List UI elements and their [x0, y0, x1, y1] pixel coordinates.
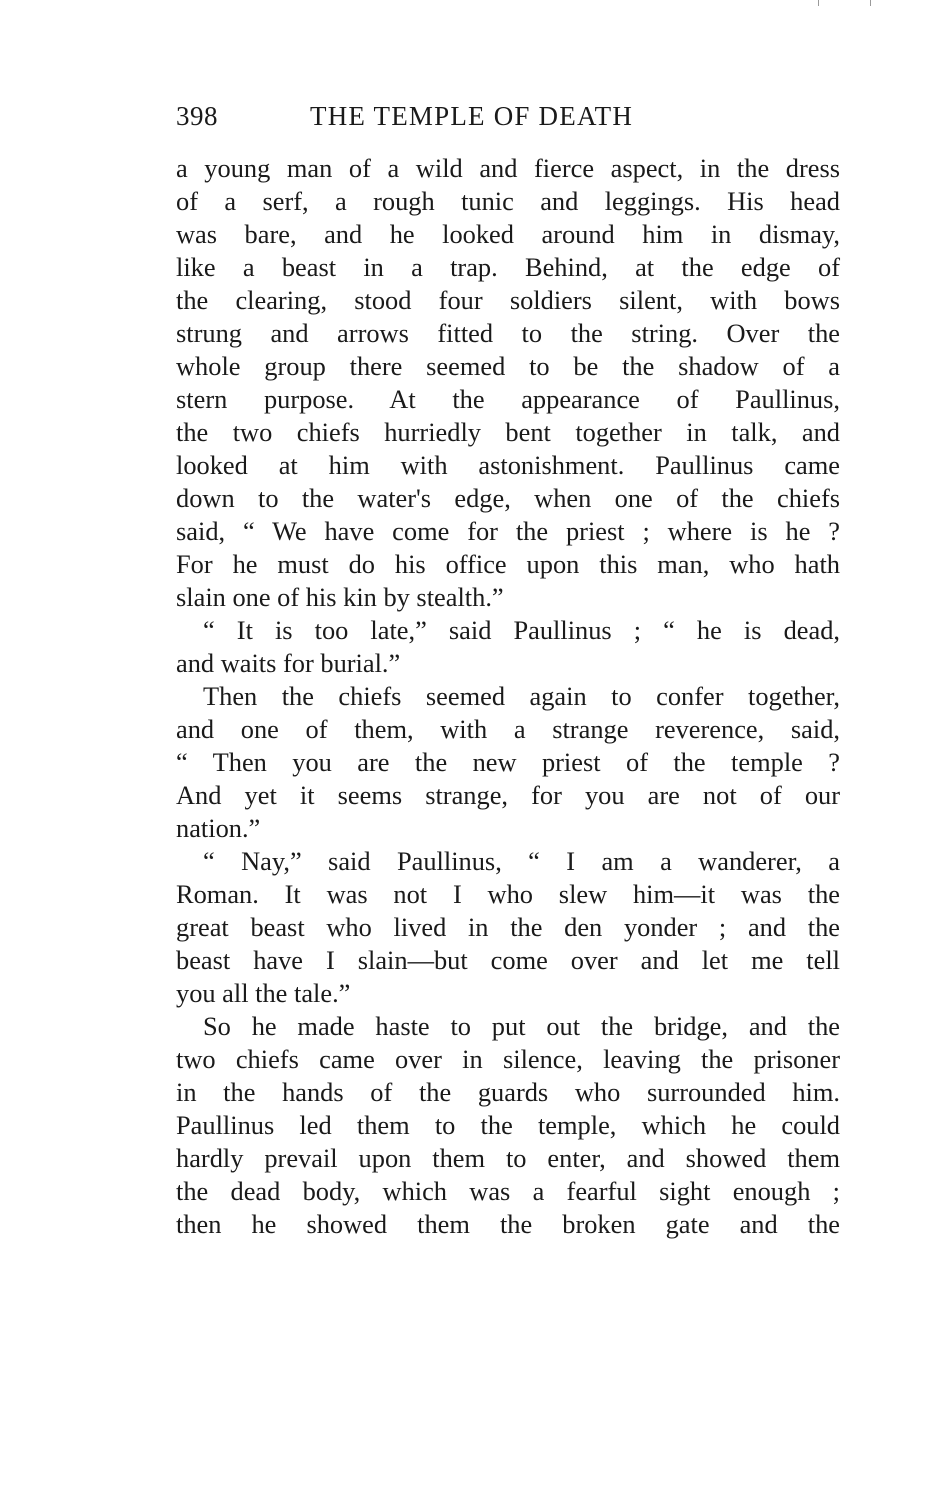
- text-line: of a serf, a rough tunic and leggings. His head: [176, 186, 840, 216]
- text-line: two chiefs came over in silence, leaving the prisoner: [176, 1044, 840, 1074]
- text-line: like a beast in a trap. Behind, at the edge of: [176, 252, 840, 282]
- scan-edge-mark: [818, 0, 878, 8]
- text-line: and one of them, with a strange reverence, said,: [176, 714, 840, 744]
- page-header: [176, 96, 840, 136]
- text-line: beast have I slain—but come over and let me tell: [176, 945, 840, 975]
- text-line: then he showed them the broken gate and the: [176, 1209, 840, 1239]
- text-line: For he must do his office upon this man, who hath: [176, 549, 840, 579]
- text-line: great beast who lived in the den yonder ; and the: [176, 912, 840, 942]
- running-title: THE TEMPLE OF DEATH: [310, 101, 634, 131]
- text-line: and waits for burial.”: [176, 648, 401, 678]
- text-line: “ Nay,” said Paullinus, “ I am a wanderer, a: [203, 846, 840, 876]
- text-line: you all the tale.”: [176, 978, 351, 1008]
- text-line: strung and arrows fitted to the string. Over the: [176, 318, 840, 348]
- page-number: 398: [176, 101, 218, 131]
- text-line: down to the water's edge, when one of the chiefs: [176, 483, 840, 513]
- text-line: Then the chiefs seemed again to confer together,: [203, 681, 840, 711]
- text-line: stern purpose. At the appearance of Paullinus,: [176, 384, 840, 414]
- text-line: nation.”: [176, 813, 261, 843]
- text-line: the clearing, stood four soldiers silent, with bows: [176, 285, 840, 315]
- text-line: the dead body, which was a fearful sight enough ;: [176, 1176, 840, 1206]
- text-line: in the hands of the guards who surrounded him.: [176, 1077, 840, 1107]
- text-line: hardly prevail upon them to enter, and showed them: [176, 1143, 840, 1173]
- text-line: “ Then you are the new priest of the temple ?: [176, 747, 840, 777]
- text-line: Paullinus led them to the temple, which he could: [176, 1110, 840, 1140]
- text-line: the two chiefs hurriedly bent together in talk, and: [176, 417, 840, 447]
- text-line: looked at him with astonishment. Paullinus came: [176, 450, 840, 480]
- text-line: slain one of his kin by stealth.”: [176, 582, 504, 612]
- text-line: was bare, and he looked around him in dismay,: [176, 219, 840, 249]
- text-line: a young man of a wild and fierce aspect, in the dress: [176, 153, 840, 183]
- text-line: “ It is too late,” said Paullinus ; “ he is dead,: [203, 615, 840, 645]
- body-text: [176, 152, 840, 1241]
- text-line: Roman. It was not I who slew him—it was the: [176, 879, 840, 909]
- text-line: whole group there seemed to be the shadow of a: [176, 351, 840, 381]
- text-line: And yet it seems strange, for you are not of our: [176, 780, 840, 810]
- text-line: So he made haste to put out the bridge, and the: [203, 1011, 840, 1041]
- text-line: said, “ We have come for the priest ; where is he ?: [176, 516, 840, 546]
